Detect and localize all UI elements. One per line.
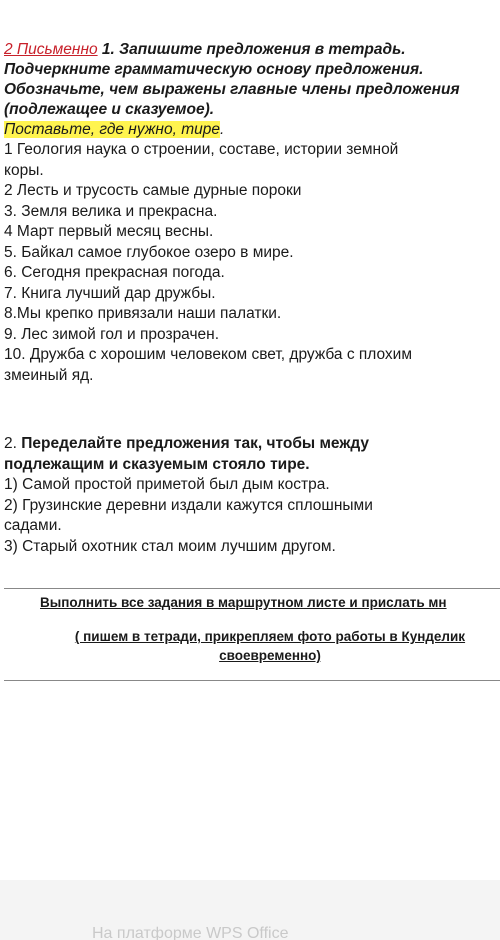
list-item: 4 Март первый месяц весны. [4,223,214,240]
footer-watermark: На платформе WPS Office [92,925,289,940]
task-1-highlight: Поставьте, где нужно, тире [4,121,220,138]
notice-line [40,627,500,665]
task-1-section [4,40,500,386]
top-divider [4,588,500,589]
task-2-title-line: Переделайте предложения так, чтобы между [21,435,369,452]
list-item: 3) Старый охотник стал моим лучшим другом. [4,537,336,555]
task-1-highlight-line [4,120,500,140]
list-item: 1) Самой простой приметой был дым костра. [4,476,330,493]
task-2-section [4,434,496,557]
task-1-header [4,40,500,60]
list-item: 7. Книга лучший дар дружбы. [4,284,216,302]
task-1-instruction-line: Обозначьте, чем выражены главные члены предложения [4,81,460,98]
notice-line-text: ( пишем в тетради, прикрепляем фото работы в Кунделик [74,629,466,644]
notice-line-text: своевременно) [219,648,321,663]
list-item: 2 Лесть и трусость самые дурные пороки [4,182,302,199]
bottom-divider [4,680,500,681]
list-item: 3. Земля велика и прекрасна. [4,202,218,220]
list-item: 9. Лес зимой гол и прозрачен. [4,325,220,343]
list-item: 8.Мы крепко привязали наши палатки. [4,305,282,322]
task-1-label: 2 Письменно [4,41,98,58]
task-2-title [4,434,496,455]
list-item: садами. [4,517,62,534]
task-1-sentence-list [4,140,500,386]
task-1-highlight-end: . [219,121,225,138]
list-item: 5. Байкал самое глубокое озеро в мире. [4,243,294,261]
list-item: коры. [4,161,44,179]
notice-line: Выполнить все задания в маршрутном листе и прислать мн [40,595,447,610]
task-1-instruction-line: (подлежащее и сказуемое). [4,101,215,118]
task-1-instruction-line: Подчеркните грамматическую основу предложения. [4,61,424,78]
list-item: 10. Дружба с хорошим человеком свет, дружба с плохим [4,346,412,363]
list-item: 2) Грузинские деревни издали кажутся сплошными [4,496,373,514]
task-2-title-line: подлежащим и сказуемым стояло тире. [4,455,310,473]
list-item: змеиный яд. [4,366,94,384]
task-1-instruction-line: 1. Запишите предложения в тетрадь. [101,41,406,58]
task-2-number: 2. [4,435,17,452]
list-item: 1 Геология наука о строении, составе, истории земной [4,141,399,158]
list-item: 6. Сегодня прекрасная погода. [4,264,225,281]
